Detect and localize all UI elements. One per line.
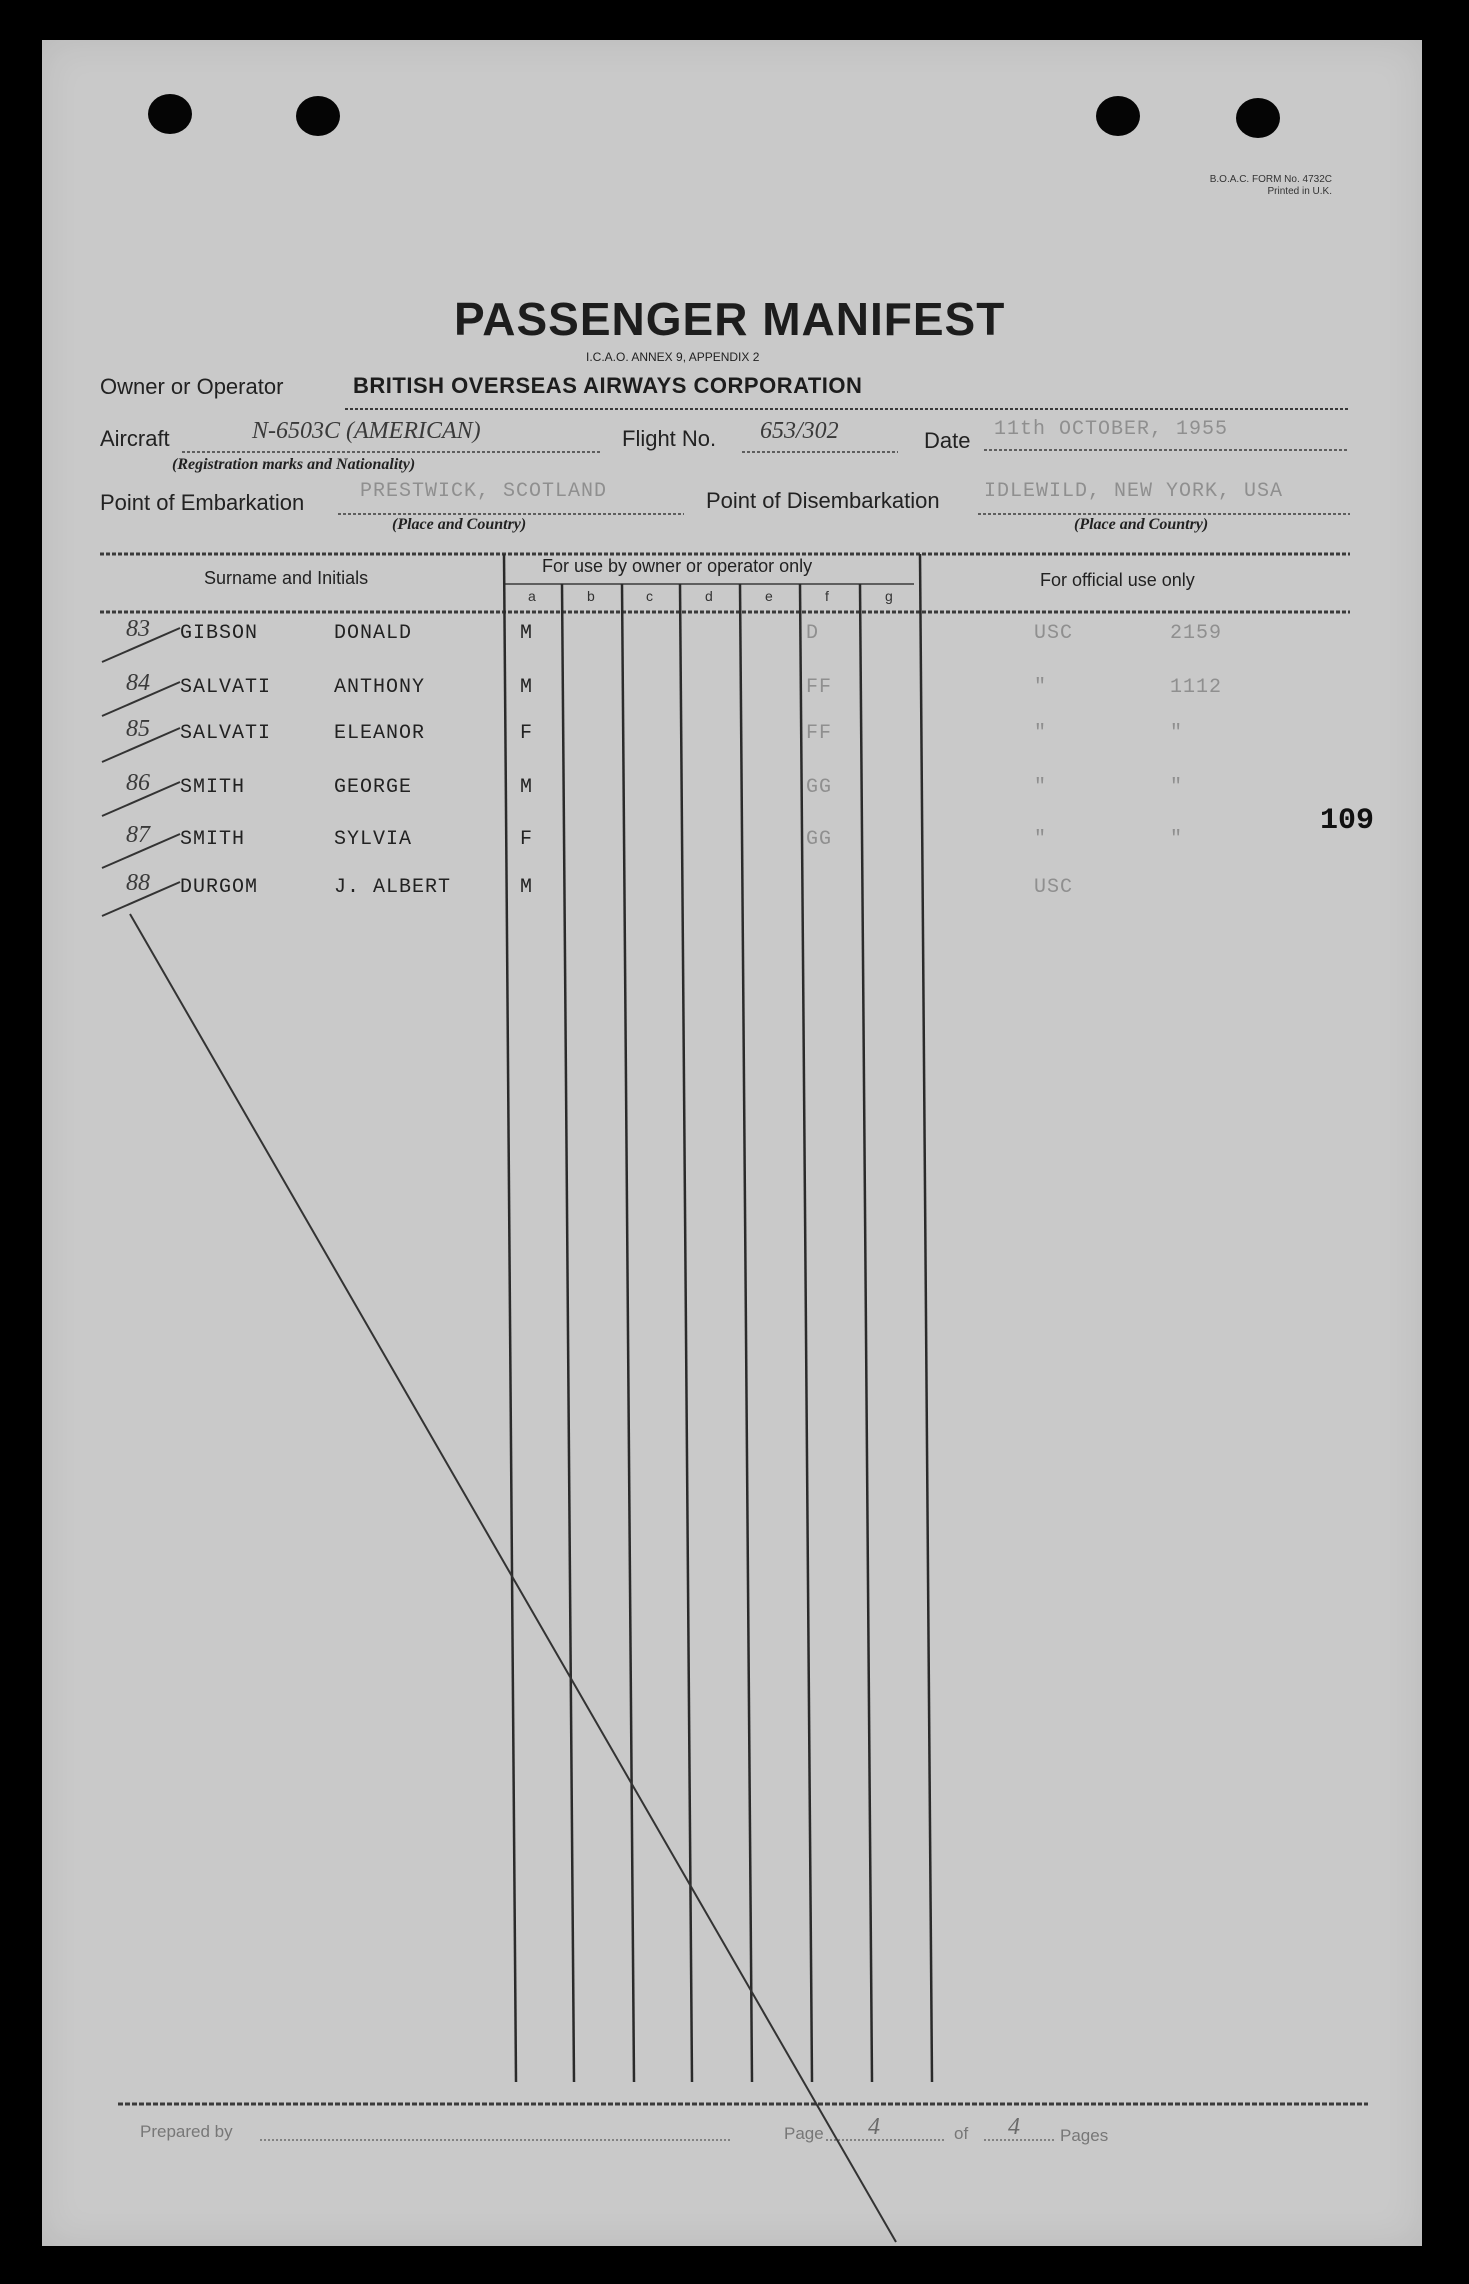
manifest-sheet [42,40,1422,2246]
flight-label: Flight No. [622,426,717,451]
column-letter-f: f [825,588,829,604]
place-caption-right: (Place and Country) [1074,516,1209,533]
page-value: 4 [868,2114,880,2140]
row-strike-mark [102,628,180,662]
official-office: " [1034,722,1048,745]
official-office: USC [1034,622,1074,645]
official-office: " [1034,828,1048,851]
embarkation-value: PRESTWICK, SCOTLAND [360,480,608,503]
total-pages-value: 4 [1008,2114,1020,2140]
passenger-sex: F [520,722,534,745]
passenger-sex: M [520,622,534,645]
disembarkation-value: IDLEWILD, NEW YORK, USA [984,480,1284,503]
column-rule [504,554,516,2082]
cancel-diagonal [130,914,896,2242]
passenger-sex: F [520,828,534,851]
passenger-given-name: SYLVIA [334,828,413,851]
surname-header: Surname and Initials [204,568,369,588]
passenger-code: GG [806,776,833,799]
column-rule [920,554,932,2082]
passenger-given-name: ELEANOR [334,722,426,745]
page-label: Page [784,2124,824,2143]
passenger-given-name: GEORGE [334,776,413,799]
prepared-by-label: Prepared by [140,2122,233,2141]
passenger-sex: M [520,676,534,699]
row-strike-mark [102,834,180,868]
column-letter-b: b [587,588,595,604]
row-strike-mark [102,782,180,816]
row-strike-mark [102,682,180,716]
date-value: 11th OCTOBER, 1955 [994,418,1229,441]
row-strike-mark [102,728,180,762]
passenger-code: FF [806,676,833,699]
passenger-surname: DURGOM [180,876,259,899]
passenger-given-name: DONALD [334,622,413,645]
column-rule [740,584,752,2082]
column-letter-e: e [765,588,773,604]
owner-value: BRITISH OVERSEAS AIRWAYS CORPORATION [353,373,863,398]
owner-label: Owner or Operator [100,374,284,399]
official-office: " [1034,676,1048,699]
passenger-number: 83 [126,616,150,642]
column-rule [800,584,812,2082]
form-number: B.O.A.C. FORM No. 4732C [1209,174,1332,185]
official-reference: " [1170,828,1184,851]
disembarkation-label: Point of Disembarkation [706,488,940,513]
official-reference: 1112 [1170,676,1223,699]
official-reference: " [1170,776,1184,799]
passenger-given-name: J. ALBERT [334,876,452,899]
passenger-number: 85 [126,716,150,742]
passenger-surname: SALVATI [180,676,272,699]
page-title: PASSENGER MANIFEST [454,293,1006,345]
passenger-surname: GIBSON [180,622,259,645]
row-strike-mark [102,882,180,916]
flight-value: 653/302 [760,418,839,444]
official-office: " [1034,776,1048,799]
page-subtitle: I.C.A.O. ANNEX 9, APPENDIX 2 [586,350,760,364]
aircraft-value: N-6503C (AMERICAN) [252,418,481,444]
registration-caption: (Registration marks and Nationality) [172,456,416,473]
printed-in: Printed in U.K. [1267,186,1332,197]
column-letter-a: a [528,588,536,604]
passenger-given-name: ANTHONY [334,676,426,699]
passenger-surname: SALVATI [180,722,272,745]
embarkation-label: Point of Embarkation [100,490,305,515]
column-rule [562,584,574,2082]
column-rule [680,584,692,2082]
aircraft-label: Aircraft [100,426,170,451]
passenger-number: 87 [126,822,150,848]
passenger-code: FF [806,722,833,745]
official-reference: " [1170,722,1184,745]
place-caption-left: (Place and Country) [392,516,527,533]
official-reference: 2159 [1170,622,1223,645]
column-letter-d: d [705,588,713,604]
column-letter-g: g [885,588,893,604]
passenger-number: 88 [126,870,150,896]
passenger-surname: SMITH [180,776,246,799]
official-use-header: For official use only [1040,570,1195,590]
date-label: Date [924,428,971,453]
passenger-sex: M [520,876,534,899]
passenger-number: 86 [126,770,150,796]
owner-use-header: For use by owner or operator only [542,556,813,576]
form-rules [42,40,1422,2246]
page-stamp-number: 109 [1320,804,1375,838]
official-office: USC [1034,876,1074,899]
passenger-sex: M [520,776,534,799]
passenger-surname: SMITH [180,828,246,851]
passenger-code: GG [806,828,833,851]
passenger-number: 84 [126,670,150,696]
column-rule [860,584,872,2082]
column-rule [622,584,634,2082]
of-label: of [954,2124,969,2143]
column-letter-c: c [646,588,653,604]
pages-label: Pages [1060,2126,1109,2145]
passenger-code: D [806,622,820,645]
